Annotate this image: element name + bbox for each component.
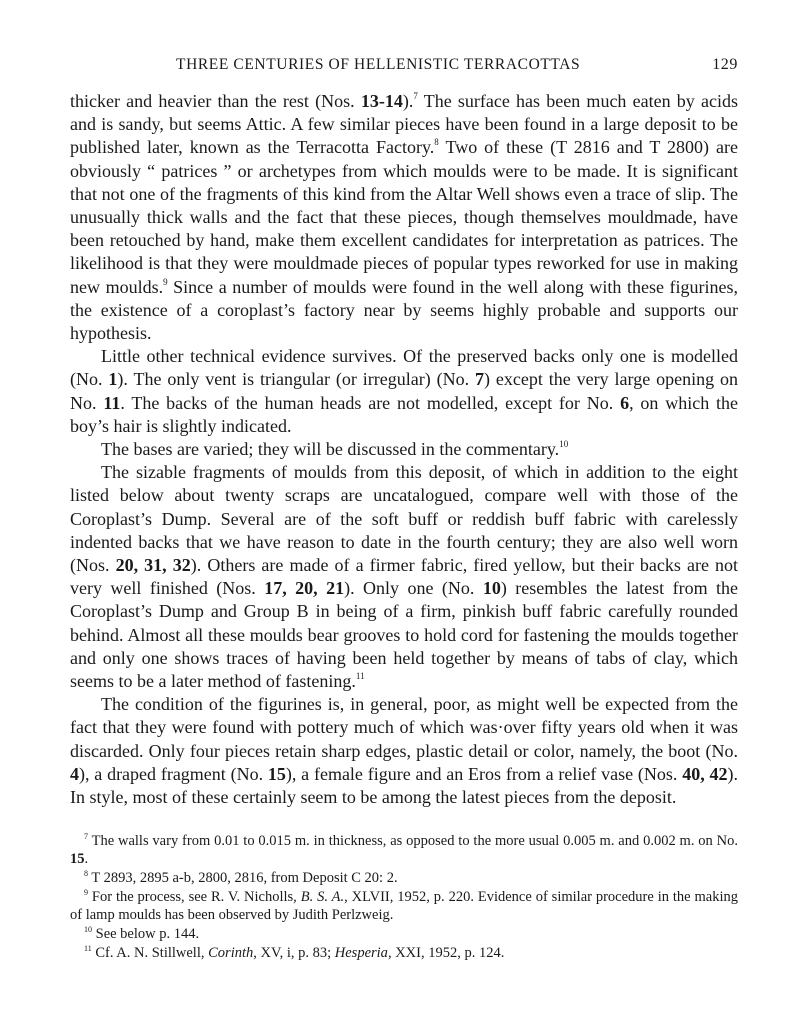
text-run: ). Only one (No. — [344, 578, 483, 599]
footnote-number: 9 — [84, 888, 88, 897]
catalogue-ref: 10 — [482, 578, 501, 599]
catalogue-ref: 11 — [103, 392, 121, 413]
running-title: THREE CENTURIES OF HELLENISTIC TERRACOTTAS — [176, 56, 581, 73]
catalogue-ref: 15 — [267, 763, 286, 784]
text-run: ), a draped fragment (No. — [79, 763, 268, 784]
footnote-number: 10 — [84, 925, 92, 934]
footnote-number: 7 — [84, 832, 88, 841]
text-run: thicker and heavier than the rest (Nos. — [70, 91, 361, 111]
running-head — [70, 56, 738, 80]
text-run: For the process, see R. V. Nicholls, — [88, 889, 301, 905]
journal-title: Hesperia — [334, 945, 388, 961]
text-run: ). Others are made of a firmer fabric, fired yellow, but their backs are not very well finished (Nos. — [70, 555, 739, 599]
footnotes — [70, 832, 738, 963]
catalogue-ref: 1 — [108, 369, 118, 390]
footnote-marker: 8 — [434, 137, 439, 148]
catalogue-ref: 6 — [620, 392, 630, 413]
footnote-marker: 11 — [355, 671, 365, 682]
text-run: ) resembles the latest from the Coroplast’s Dump and Group B in being of a firm, pinkish buff fabric carefully rounded behind. Almost all these moulds bear grooves to hold cord for fastening the moulds together and only one shows traces of having been held together by means of tabs of clay, which seems to be a later method of fastening. — [70, 578, 739, 692]
footnote — [70, 944, 738, 962]
catalogue-ref: 7 — [475, 369, 485, 390]
footnote — [70, 832, 738, 868]
catalogue-ref: 20, 31, 32 — [115, 555, 191, 576]
journal-title: Corinth — [208, 945, 254, 961]
catalogue-ref: 4 — [70, 763, 79, 784]
paragraph — [70, 345, 738, 438]
paragraph — [70, 438, 738, 461]
text-run: . The backs of the human heads are not modelled, except for No. — [120, 392, 621, 413]
text-run: ). In style, most of these certainly seem to be among the latest pieces from the deposit. — [70, 763, 739, 808]
text-run: , XV, i, p. 83; — [253, 945, 335, 961]
text-run: . — [84, 851, 89, 867]
text-run: Two of these (T 2816 and T 2800) are obviously “ patrices ” or archetypes from which moulds were to be made. It is significant that not one of the fragments of this kind from the Altar Well shows even a trace of slip. The unusually thick walls and the fact that these pieces, though themselves mouldmade, have been retouched by hand, make them excellent candidates for interpretation as patrices. The likelihood is that they were mouldmade pieces of popular types reworked for use in making new moulds. — [70, 137, 738, 297]
text-run: Since a number of moulds were found in the well along with these figurines, the existence of a coroplast’s factory near by seems highly probable and supports our hypothesis. — [70, 276, 739, 344]
journal-title: B. S. A. — [300, 889, 345, 905]
text-run: The sizable fragments of moulds from this deposit, of which in addition to the eight listed below about twenty scraps are uncatalogued, compare well with those of the Coroplast’s Dump. Several are of the soft buff or reddish buff fabric with carelessly indented backs that we have reason to date in the fourth century; they are also well worn (Nos. — [70, 462, 738, 576]
text-run: , on which the boy’s hair is slightly indicated. — [70, 392, 739, 436]
text-run: , XXI, 1952, p. 124. — [387, 945, 505, 961]
text-run: Cf. A. N. Stillwell, — [91, 945, 209, 961]
paragraph — [70, 461, 738, 693]
catalogue-ref: 17, 20, 21 — [264, 578, 345, 599]
text-run: , XLVII, 1952, p. 220. Evidence of similar procedure in the making of lamp moulds has been observed by Judith Perlzweig. — [70, 889, 739, 923]
catalogue-ref: 13-14 — [360, 91, 403, 111]
text-run: ). — [402, 91, 414, 111]
footnote — [70, 925, 738, 943]
catalogue-ref: 15 — [70, 851, 85, 867]
footnote-marker: 10 — [559, 439, 569, 450]
catalogue-ref: 40, 42 — [682, 763, 728, 784]
footnote-number: 8 — [84, 869, 88, 878]
footnote — [70, 888, 738, 924]
text-run: Little other technical evidence survives. Of the preserved backs only one is modelled (No. — [70, 346, 738, 390]
paragraph — [70, 693, 738, 809]
text-run: T 2893, 2895 a-b, 2800, 2816, from Deposit C 20: 2. — [88, 870, 398, 886]
text-run: The surface has been much eaten by acids and is sandy, but seems Attic. A few similar pieces have been found in a large deposit to be published later, known as the Terracotta Factory. — [70, 91, 738, 158]
text-run: ) except the very large opening on No. — [70, 369, 738, 413]
text-run: ). The only vent is triangular (or irregular) (No. — [117, 369, 476, 390]
page-number: 129 — [712, 56, 738, 73]
footnote — [70, 869, 738, 887]
text-run: The walls vary from 0.01 to 0.015 m. in thickness, as opposed to the more usual 0.005 m. and 0.002 m. on No. — [88, 833, 738, 849]
text-run: The bases are varied; they will be discussed in the commentary. — [101, 439, 560, 460]
text-run: ), a female figure and an Eros from a relief vase (Nos. — [285, 763, 683, 784]
footnote-number: 11 — [84, 944, 92, 953]
text-run: The condition of the figurines is, in general, poor, as might well be expected from the fact that they were found with pottery much of which was·over fifty years old when it was discarded. Only four pieces retain sharp edges, plastic detail or color, namely, the boot (No. — [70, 694, 738, 761]
paragraph — [70, 90, 738, 345]
main-text — [70, 90, 738, 809]
text-run: See below p. 144. — [92, 926, 200, 942]
footnote-marker: 9 — [163, 276, 168, 287]
footnote-marker: 7 — [413, 91, 418, 101]
